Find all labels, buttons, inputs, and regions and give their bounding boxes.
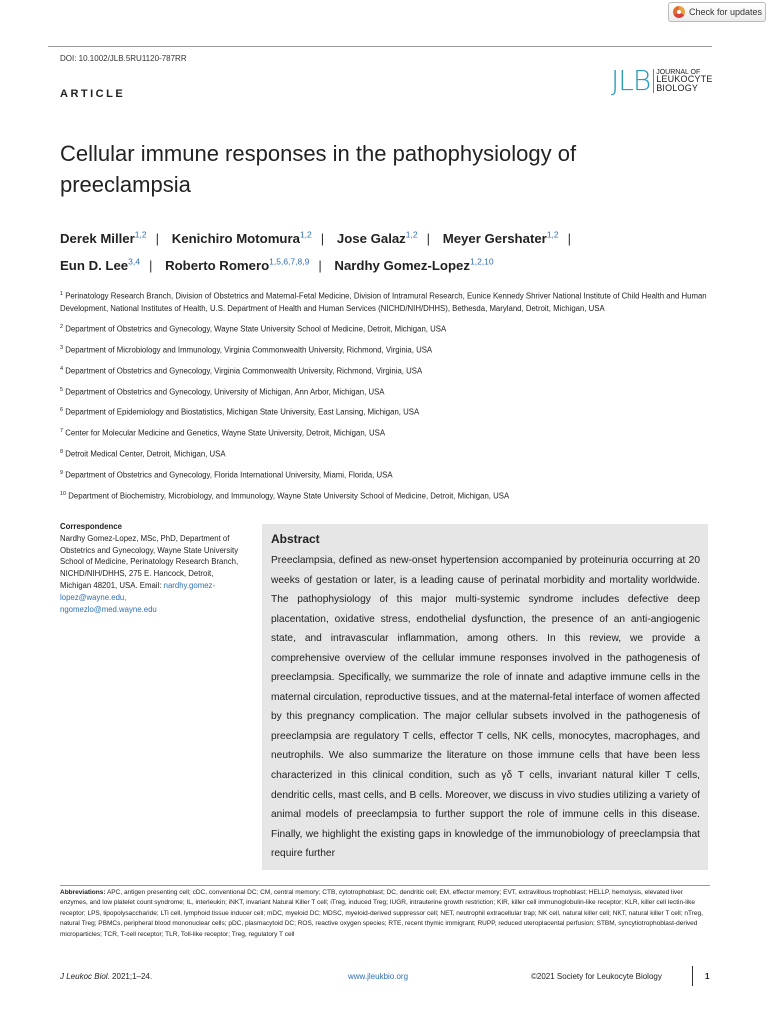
author[interactable]: Nardhy Gomez-Lopez$^{1,2,10}$ — [334, 256, 494, 273]
footer-copyright: ©2021 Society for Leukocyte Biology — [531, 972, 662, 981]
affiliation: $^4$ Department of Obstetrics and Gynecology, Virginia Commonwealth University, Richmond, Virginia, USA — [60, 365, 423, 376]
affiliations — [60, 288, 710, 509]
affiliation: $^{10}$ Department of Biochemistry, Microbiology, and Immunology, Wayne State University School of Medicine, Detroit, Michigan, USA — [60, 491, 510, 501]
check-for-updates-label: Check for updates — [689, 7, 763, 17]
author[interactable]: Derek Miller$^{1,2}$ — [60, 230, 147, 247]
footer-divider — [692, 966, 693, 986]
correspondence-text: Nardhy Gomez-Lopez, MSc, PhD, Department of Obstetrics and Gynecology, Wayne State University School of Medicine, Perinatology Research Branch, NICHD/NIH/DHHS, 275 E. Hancock, Detroit, Michigan 48201, USA. — [60, 533, 239, 590]
abstract-heading: Abstract — [271, 532, 320, 546]
abbreviations-text: APC, antigen presenting cell; cDC, conventional DC; CM, central memory; CTB, cytotrophoblast; DC, dendritic cell; EM, effector memory; EVT, extravillous trophoblast; HELLP, hemolysis, elevated liver enzymes, and low platelet count syndrome; IL, interleukin; iNKT, invariant Natural Killer T cell; iTreg, induced Treg; IUGR, intrauterine growth restriction; KIR, killer cell immunoglobulin-like receptor; KLR, killer cell lectin-like receptor; LPS, lipopolysaccharide; LTi cell, lymphoid tissue inducer cell; mDC, myeloid DC; MDSC, myeloid-derived suppressor cell; NET, neutrophil extracellular trap; NK cell, natural killer cell; NKT, natural killer T cell; nTreg, natural Treg; PBMCs, peripheral blood mononuclear cells; pDC, plasmacytoid DC; ROS, reactive oxygen species; RTE, recent thymic immigrant; RUPP, reduced uteroplacental perfusion; STBM, syncytiotrophoblast-derived microparticles; TCR, T-cell receptor; TLR, Toll-like receptor; Treg, regulatory T cell — [60, 889, 703, 938]
section-label: ARTICLE — [60, 88, 126, 100]
logo-text — [653, 69, 712, 94]
affiliation: $^5$ Department of Obstetrics and Gynecology, University of Michigan, Ann Arbor, Michigan, USA — [60, 386, 385, 397]
affiliation: $^9$ Department of Obstetrics and Gynecology, Florida International University, Miami, Florida, USA — [60, 470, 393, 480]
abstract-text: Preeclampsia, defined as new-onset hypertension accompanied by proteinuria occurring at 20 weeks of gestation or later, is a leading cause of perinatal morbidity and mortality worldwide. The pathophysiology of this major multi-systemic syndrome includes defective deep placentation, oxidative stress, endothelial dysfunction, the presence of an anti-angiogenic state, and intravascular inflammation, among others. In this review, we provide a comprehensive overview of the cellular immune responses involved in the pathogenesis of preeclampsia. Specifically, we summarize the role of innate and adaptive immune cells in the maternal circulation, reproductive tissues, and at the maternal-fetal interface of women affected by this pregnancy complication. The major cellular subsets involved in the pathogenesis of preeclampsia are regulatory T cells, effector T cells, NK cells, monocytes, macrophages, and neutrophils. We also summarize the literature on those immune cells that have been less characterized in this clinical condition, such as γδ T cells, invariant natural killer T cells, dendritic cells, mast cells, and B cells. Moreover, we discuss in vivo studies utilizing a variety of animal models of preeclampsia to further support the role of immune cells in this disease. Finally, we highlight the existing gaps in knowledge of the immunobiology of preeclampsia that require further — [271, 555, 700, 860]
logo-line3: BIOLOGY — [656, 82, 699, 93]
logo-line2: LEUKOCYTE — [656, 74, 713, 85]
author[interactable]: Roberto Romero$^{1,5,6,7,8,9}$ — [165, 256, 310, 273]
correspondence-label: Correspondence — [60, 522, 122, 531]
check-for-updates-button[interactable] — [668, 2, 766, 22]
header-rule — [48, 46, 712, 47]
correspondence — [60, 521, 242, 615]
logo-line1: JOURNAL OF — [656, 68, 701, 76]
author[interactable]: Meyer Gershater$^{1,2}$ — [442, 230, 559, 247]
page-number: 1 — [705, 972, 710, 981]
footer-citation: J Leukoc Biol. 2021;1–24. — [60, 972, 153, 981]
affiliation: $^6$ Department of Epidemiology and Biostatistics, Michigan State University, East Lansing, Michigan, USA — [60, 407, 420, 418]
doi: DOI: 10.1002/JLB.5RU1120-787RR — [60, 54, 187, 63]
affiliation: $^3$ Department of Microbiology and Immunology, Virginia Commonwealth University, Richmond, Virginia, USA — [60, 344, 433, 355]
affiliation: $^1$ Perinatology Research Branch, Division of Obstetrics and Maternal-Fetal Medicine, Division of Intramural Research, Eunice Kennedy Shriver National Institute of Child Health and Human Development, National Institutes of Health, U.S. Department of Health and Human Services (NICHD/NIH/DHHS), Bethesda, Maryland, Detroit, Michigan, USA — [60, 291, 707, 313]
affiliation: $^8$ Detroit Medical Center, Detroit, Michigan, USA — [60, 449, 226, 459]
author-list: Derek Miller$^{1,2}$ | Kenichiro Motomura$^{1,2}$ | Jose Galaz$^{1,2}$ | Meyer Gershater$^{1,2}$ | Eun D. Lee$^{3,4}$ | Roberto Romero$^{1,5,6,7,8,9}$ | Nardhy Gomez-Lopez$^{1,2,10}$ — [60, 230, 572, 273]
journal-logo[interactable] — [611, 66, 713, 96]
affiliation: $^2$ Department of Obstetrics and Gynecology, Wayne State University School of Medicine, Detroit, Michigan, USA — [60, 323, 447, 334]
affiliation: $^7$ Center for Molecular Medicine and Genetics, Wayne State University, Detroit, Michigan, USA — [60, 428, 386, 438]
email-link[interactable]: ngomezlo@med.wayne.edu — [60, 604, 157, 614]
author[interactable]: Kenichiro Motomura$^{1,2}$ — [171, 230, 312, 247]
email-link[interactable]: nardhy.gomez-lopez@wayne.edu, — [60, 580, 216, 602]
author[interactable]: Jose Galaz$^{1,2}$ — [336, 230, 418, 247]
logo-mark: JLB — [611, 64, 651, 97]
crossmark-icon — [673, 6, 685, 18]
article-title: Cellular immune responses in the pathophysiology of preeclampsia — [60, 141, 577, 197]
author[interactable]: Eun D. Lee$^{3,4}$ — [60, 256, 140, 273]
email-label: Email: — [139, 580, 162, 590]
abbreviations-label: Abbreviations: — [60, 889, 106, 896]
footer-url-link[interactable]: www.jleukbio.org — [348, 972, 409, 981]
abbreviations — [60, 885, 710, 940]
abstract-box — [262, 524, 708, 870]
